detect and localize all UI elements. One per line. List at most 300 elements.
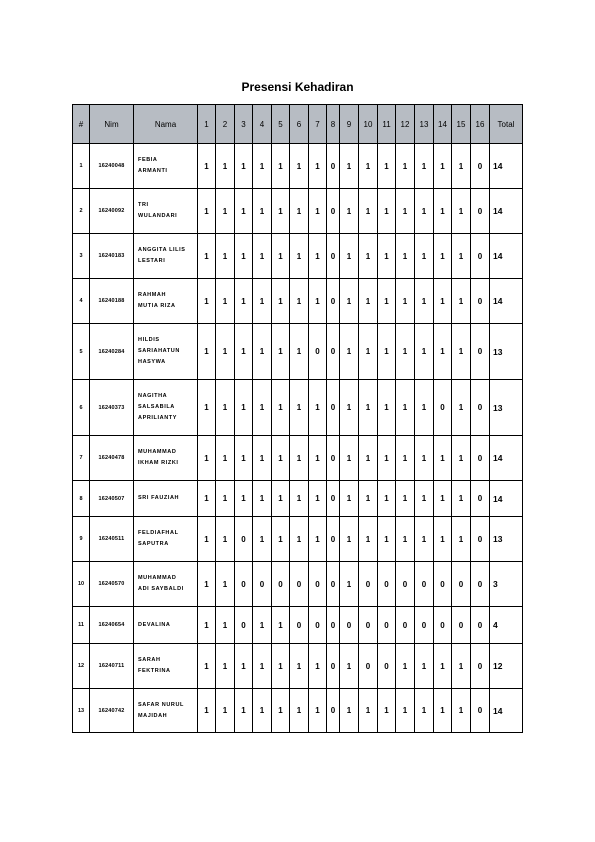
attendance-mark: 1 [198, 324, 216, 380]
attendance-total: 14 [490, 144, 523, 189]
student-name [134, 324, 198, 380]
attendance-mark: 1 [340, 279, 359, 324]
attendance-mark: 1 [198, 279, 216, 324]
attendance-mark: 1 [198, 234, 216, 279]
student-name-line: MUHAMMAD [138, 575, 177, 581]
student-name-line: SRI FAUZIAH [138, 495, 180, 501]
attendance-mark: 1 [434, 517, 452, 562]
attendance-mark: 1 [309, 481, 327, 517]
attendance-mark: 1 [340, 689, 359, 733]
attendance-mark: 0 [327, 436, 340, 481]
column-header: 4 [253, 105, 272, 144]
column-header: 11 [378, 105, 396, 144]
attendance-mark: 0 [327, 144, 340, 189]
table-row [73, 380, 523, 436]
attendance-mark: 1 [272, 234, 290, 279]
attendance-mark: 1 [396, 481, 415, 517]
attendance-mark: 1 [340, 481, 359, 517]
attendance-mark: 0 [253, 562, 272, 607]
table-row [73, 481, 523, 517]
attendance-mark: 1 [272, 279, 290, 324]
attendance-mark: 1 [216, 436, 235, 481]
attendance-mark: 1 [378, 234, 396, 279]
attendance-mark: 1 [253, 436, 272, 481]
attendance-mark: 1 [340, 562, 359, 607]
attendance-mark: 1 [452, 144, 471, 189]
column-header: 10 [359, 105, 378, 144]
attendance-mark: 1 [309, 234, 327, 279]
attendance-mark: 1 [396, 189, 415, 234]
column-header: 14 [434, 105, 452, 144]
attendance-mark: 1 [396, 144, 415, 189]
row-number: 9 [73, 517, 90, 562]
student-name-line: FEKTRINA [138, 668, 171, 674]
attendance-mark: 0 [359, 644, 378, 689]
attendance-mark: 1 [309, 380, 327, 436]
student-name [134, 644, 198, 689]
student-name [134, 189, 198, 234]
student-name-line: SAFAR NURUL [138, 701, 185, 708]
attendance-mark: 1 [359, 234, 378, 279]
student-name [134, 279, 198, 324]
attendance-mark: 1 [359, 144, 378, 189]
attendance-mark: 0 [434, 562, 452, 607]
attendance-mark: 1 [415, 380, 434, 436]
attendance-mark: 1 [290, 481, 309, 517]
attendance-mark: 0 [415, 607, 434, 644]
attendance-mark: 1 [378, 436, 396, 481]
attendance-mark: 0 [471, 144, 490, 189]
student-nim: 16240654 [90, 607, 134, 644]
attendance-mark: 0 [235, 562, 253, 607]
attendance-mark: 1 [340, 380, 359, 436]
student-name-line: HASYWA [138, 359, 166, 365]
table-row [73, 517, 523, 562]
attendance-mark: 1 [198, 436, 216, 481]
attendance-mark: 0 [340, 607, 359, 644]
student-name-line: DEVALINA [138, 621, 171, 628]
attendance-mark: 1 [434, 144, 452, 189]
row-number: 8 [73, 481, 90, 517]
attendance-mark: 1 [378, 324, 396, 380]
table-body [73, 144, 523, 733]
attendance-mark: 1 [216, 607, 235, 644]
attendance-mark: 1 [290, 279, 309, 324]
table-row [73, 324, 523, 380]
attendance-mark: 0 [327, 189, 340, 234]
attendance-mark: 1 [309, 689, 327, 733]
attendance-mark: 0 [309, 324, 327, 380]
attendance-total: 14 [490, 279, 523, 324]
student-nim: 16240511 [90, 517, 134, 562]
attendance-mark: 1 [415, 279, 434, 324]
attendance-mark: 0 [272, 562, 290, 607]
student-name-line: MAJIDAH [138, 712, 168, 719]
student-name-line: HILDIS [138, 337, 160, 343]
attendance-mark: 1 [272, 380, 290, 436]
student-name-line: ADI SAYBALDI [138, 586, 184, 592]
attendance-mark: 1 [378, 689, 396, 733]
attendance-mark: 1 [340, 189, 359, 234]
student-nim: 16240507 [90, 481, 134, 517]
attendance-mark: 1 [235, 481, 253, 517]
attendance-mark: 1 [253, 644, 272, 689]
student-name-line: FEBIA [138, 157, 158, 163]
table-row [73, 189, 523, 234]
row-number: 10 [73, 562, 90, 607]
attendance-mark: 1 [253, 189, 272, 234]
attendance-mark: 1 [290, 380, 309, 436]
attendance-mark: 1 [359, 279, 378, 324]
attendance-mark: 1 [309, 189, 327, 234]
attendance-mark: 1 [434, 689, 452, 733]
attendance-mark: 0 [378, 644, 396, 689]
attendance-mark: 1 [216, 562, 235, 607]
attendance-mark: 1 [396, 436, 415, 481]
attendance-mark: 0 [309, 607, 327, 644]
attendance-mark: 1 [290, 234, 309, 279]
attendance-mark: 1 [434, 234, 452, 279]
attendance-mark: 1 [415, 517, 434, 562]
attendance-mark: 1 [452, 481, 471, 517]
attendance-mark: 1 [272, 517, 290, 562]
attendance-mark: 0 [471, 324, 490, 380]
attendance-mark: 1 [452, 380, 471, 436]
student-nim: 16240711 [90, 644, 134, 689]
attendance-mark: 1 [235, 689, 253, 733]
attendance-mark: 1 [396, 517, 415, 562]
student-name-line: SAPUTRA [138, 541, 169, 547]
student-nim: 16240373 [90, 380, 134, 436]
student-name-line: WULANDARI [138, 213, 178, 219]
attendance-total: 4 [490, 607, 523, 644]
attendance-mark: 1 [415, 189, 434, 234]
attendance-mark: 1 [434, 324, 452, 380]
table-row [73, 644, 523, 689]
student-name-line: RAHMAH [138, 292, 167, 298]
attendance-total: 13 [490, 380, 523, 436]
attendance-mark: 1 [272, 689, 290, 733]
student-name [134, 689, 198, 733]
table-row [73, 234, 523, 279]
student-name [134, 517, 198, 562]
student-name [134, 481, 198, 517]
student-name [134, 234, 198, 279]
attendance-total: 13 [490, 517, 523, 562]
attendance-mark: 1 [198, 689, 216, 733]
attendance-mark: 0 [471, 689, 490, 733]
attendance-mark: 1 [452, 324, 471, 380]
attendance-mark: 0 [327, 644, 340, 689]
attendance-mark: 1 [253, 324, 272, 380]
attendance-mark: 1 [290, 144, 309, 189]
attendance-mark: 1 [340, 517, 359, 562]
attendance-mark: 0 [452, 607, 471, 644]
column-header: Nama [134, 105, 198, 144]
attendance-mark: 1 [396, 234, 415, 279]
attendance-mark: 1 [434, 436, 452, 481]
attendance-mark: 1 [198, 644, 216, 689]
attendance-total: 13 [490, 324, 523, 380]
attendance-mark: 1 [378, 144, 396, 189]
attendance-mark: 1 [396, 279, 415, 324]
attendance-mark: 1 [359, 689, 378, 733]
attendance-mark: 1 [272, 436, 290, 481]
attendance-mark: 1 [415, 324, 434, 380]
attendance-mark: 1 [396, 644, 415, 689]
attendance-mark: 0 [415, 562, 434, 607]
row-number: 2 [73, 189, 90, 234]
attendance-mark: 1 [216, 481, 235, 517]
attendance-mark: 1 [198, 189, 216, 234]
attendance-mark: 1 [216, 324, 235, 380]
student-name-line: SALSABILA [138, 404, 175, 410]
student-nim: 16240188 [90, 279, 134, 324]
student-name [134, 607, 198, 644]
attendance-mark: 0 [290, 562, 309, 607]
attendance-mark: 1 [216, 234, 235, 279]
row-number: 5 [73, 324, 90, 380]
student-name-line: SARIAHATUN [138, 348, 180, 354]
attendance-mark: 0 [327, 481, 340, 517]
attendance-mark: 1 [309, 517, 327, 562]
column-header: Nim [90, 105, 134, 144]
table-row [73, 562, 523, 607]
attendance-mark: 1 [198, 562, 216, 607]
attendance-mark: 1 [253, 279, 272, 324]
column-header: 6 [290, 105, 309, 144]
attendance-mark: 0 [471, 517, 490, 562]
attendance-mark: 1 [290, 189, 309, 234]
attendance-mark: 0 [327, 279, 340, 324]
attendance-mark: 0 [327, 607, 340, 644]
student-name-line: MUTIA RIZA [138, 303, 176, 309]
student-name-line: NAGITHA [138, 393, 168, 399]
attendance-mark: 1 [396, 380, 415, 436]
student-name-line: ARMANTI [138, 168, 168, 174]
attendance-mark: 1 [415, 234, 434, 279]
attendance-total: 14 [490, 189, 523, 234]
attendance-mark: 1 [253, 380, 272, 436]
attendance-mark: 0 [378, 562, 396, 607]
attendance-mark: 1 [340, 324, 359, 380]
attendance-mark: 1 [359, 517, 378, 562]
attendance-mark: 1 [340, 644, 359, 689]
attendance-mark: 1 [272, 607, 290, 644]
table-row [73, 279, 523, 324]
attendance-mark: 1 [309, 436, 327, 481]
attendance-mark: 1 [415, 436, 434, 481]
attendance-mark: 0 [452, 562, 471, 607]
attendance-mark: 0 [359, 607, 378, 644]
student-name-line: LESTARI [138, 258, 166, 264]
attendance-mark: 1 [216, 644, 235, 689]
attendance-mark: 0 [327, 234, 340, 279]
attendance-mark: 1 [272, 144, 290, 189]
attendance-mark: 0 [290, 607, 309, 644]
attendance-mark: 1 [198, 607, 216, 644]
attendance-mark: 0 [471, 562, 490, 607]
attendance-mark: 1 [378, 189, 396, 234]
column-header: 3 [235, 105, 253, 144]
attendance-mark: 1 [216, 189, 235, 234]
attendance-mark: 0 [235, 607, 253, 644]
attendance-mark: 1 [216, 689, 235, 733]
attendance-total: 3 [490, 562, 523, 607]
attendance-total: 14 [490, 234, 523, 279]
student-name-line: IKHAM RIZKI [138, 460, 179, 466]
attendance-mark: 1 [290, 436, 309, 481]
student-nim: 16240570 [90, 562, 134, 607]
attendance-mark: 0 [359, 562, 378, 607]
attendance-mark: 1 [452, 689, 471, 733]
attendance-mark: 1 [434, 644, 452, 689]
row-number: 7 [73, 436, 90, 481]
attendance-mark: 1 [359, 324, 378, 380]
attendance-mark: 1 [340, 234, 359, 279]
student-name [134, 380, 198, 436]
attendance-mark: 0 [396, 607, 415, 644]
attendance-mark: 1 [434, 279, 452, 324]
attendance-mark: 1 [216, 380, 235, 436]
attendance-mark: 1 [378, 279, 396, 324]
table-row [73, 607, 523, 644]
student-nim: 16240478 [90, 436, 134, 481]
attendance-mark: 0 [309, 562, 327, 607]
column-header: 13 [415, 105, 434, 144]
attendance-mark: 1 [452, 189, 471, 234]
attendance-mark: 1 [290, 324, 309, 380]
attendance-mark: 1 [452, 644, 471, 689]
attendance-mark: 0 [471, 234, 490, 279]
column-header: # [73, 105, 90, 144]
attendance-mark: 0 [471, 644, 490, 689]
student-name-line: MUHAMMAD [138, 449, 177, 455]
row-number: 1 [73, 144, 90, 189]
attendance-mark: 1 [452, 436, 471, 481]
attendance-mark: 0 [378, 607, 396, 644]
attendance-mark: 0 [327, 324, 340, 380]
attendance-mark: 1 [309, 644, 327, 689]
column-header: 15 [452, 105, 471, 144]
attendance-mark: 1 [396, 324, 415, 380]
student-name [134, 436, 198, 481]
student-name-line: ANGGITA LILIS [138, 247, 186, 253]
attendance-mark: 1 [253, 144, 272, 189]
attendance-total: 14 [490, 481, 523, 517]
attendance-mark: 1 [253, 234, 272, 279]
attendance-mark: 1 [309, 279, 327, 324]
column-header: 16 [471, 105, 490, 144]
attendance-mark: 1 [235, 380, 253, 436]
attendance-mark: 1 [272, 481, 290, 517]
attendance-mark: 1 [290, 689, 309, 733]
header-row [73, 105, 523, 144]
attendance-mark: 1 [434, 189, 452, 234]
attendance-mark: 0 [434, 607, 452, 644]
student-nim: 16240183 [90, 234, 134, 279]
attendance-mark: 0 [327, 562, 340, 607]
attendance-mark: 1 [415, 644, 434, 689]
attendance-mark: 1 [198, 380, 216, 436]
attendance-mark: 0 [327, 689, 340, 733]
student-name [134, 562, 198, 607]
student-name-line: SARAH [138, 657, 161, 663]
attendance-mark: 0 [471, 380, 490, 436]
table-row [73, 689, 523, 733]
attendance-mark: 1 [253, 481, 272, 517]
attendance-mark: 1 [378, 380, 396, 436]
attendance-mark: 1 [359, 189, 378, 234]
student-nim: 16240048 [90, 144, 134, 189]
column-header: 1 [198, 105, 216, 144]
attendance-mark: 0 [471, 189, 490, 234]
attendance-mark: 1 [415, 481, 434, 517]
attendance-mark: 1 [452, 234, 471, 279]
attendance-mark: 1 [235, 279, 253, 324]
attendance-mark: 1 [378, 481, 396, 517]
row-number: 4 [73, 279, 90, 324]
attendance-mark: 1 [290, 644, 309, 689]
attendance-mark: 1 [415, 689, 434, 733]
attendance-total: 14 [490, 436, 523, 481]
attendance-mark: 1 [235, 234, 253, 279]
attendance-mark: 0 [471, 436, 490, 481]
attendance-mark: 1 [359, 481, 378, 517]
attendance-mark: 1 [216, 144, 235, 189]
student-name [134, 144, 198, 189]
column-header: 9 [340, 105, 359, 144]
column-header: 8 [327, 105, 340, 144]
table-row [73, 436, 523, 481]
attendance-mark: 0 [471, 607, 490, 644]
attendance-mark: 1 [359, 380, 378, 436]
attendance-total: 14 [490, 689, 523, 733]
attendance-mark: 1 [253, 689, 272, 733]
attendance-mark: 1 [272, 189, 290, 234]
attendance-mark: 1 [272, 644, 290, 689]
attendance-mark: 0 [471, 279, 490, 324]
attendance-mark: 1 [415, 144, 434, 189]
attendance-table [72, 104, 523, 733]
student-name-line: TRI [138, 202, 149, 208]
attendance-mark: 0 [471, 481, 490, 517]
student-nim: 16240284 [90, 324, 134, 380]
attendance-mark: 1 [396, 689, 415, 733]
page-title: Presensi Kehadiran [241, 80, 354, 94]
attendance-total: 12 [490, 644, 523, 689]
attendance-mark: 0 [396, 562, 415, 607]
attendance-mark: 1 [452, 279, 471, 324]
attendance-mark: 0 [327, 517, 340, 562]
student-name-line: FELDIAFHAL [138, 530, 179, 536]
student-nim: 16240742 [90, 689, 134, 733]
attendance-mark: 1 [253, 607, 272, 644]
student-name-line: APRILIANTY [138, 415, 177, 421]
attendance-mark: 1 [235, 436, 253, 481]
attendance-mark: 0 [327, 380, 340, 436]
attendance-mark: 1 [198, 517, 216, 562]
column-header: 2 [216, 105, 235, 144]
attendance-mark: 1 [253, 517, 272, 562]
attendance-mark: 1 [198, 481, 216, 517]
attendance-mark: 1 [452, 517, 471, 562]
row-number: 6 [73, 380, 90, 436]
column-header: 7 [309, 105, 327, 144]
column-header: 5 [272, 105, 290, 144]
student-nim: 16240092 [90, 189, 134, 234]
attendance-mark: 1 [235, 144, 253, 189]
